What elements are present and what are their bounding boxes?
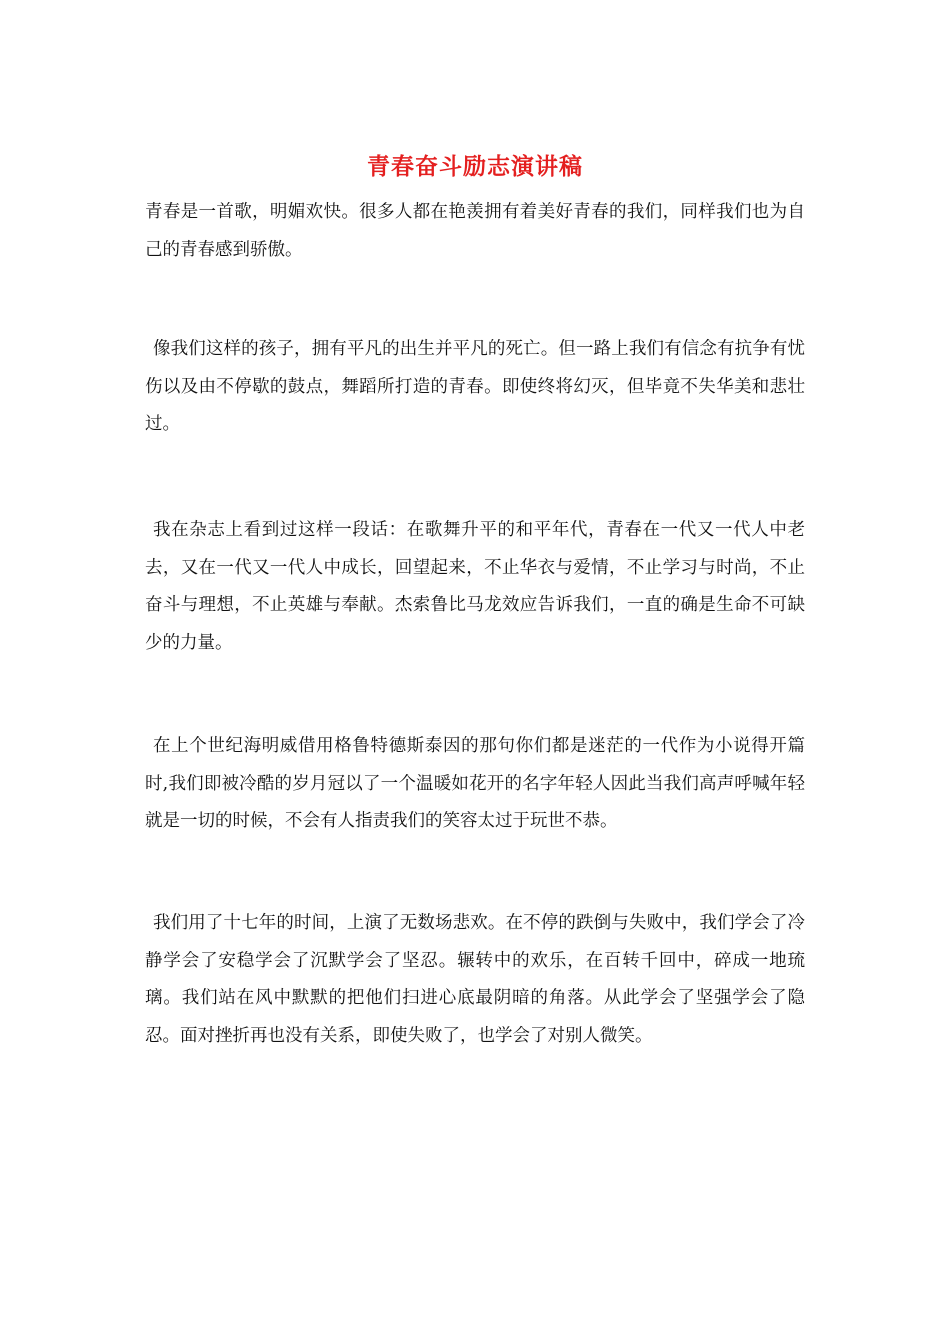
paragraph-3: 我在杂志上看到过这样一段话：在歌舞升平的和平年代，青春在一代又一代人中老去，又在一代又一代人中成长，回望起来，不止华衣与爱情，不止学习与时尚，不止奋斗与理想，不止英雄与奉献。杰索鲁比马龙效应告诉我们，一直的确是生命不可缺少的力量。 <box>145 520 805 653</box>
paragraph-4: 在上个世纪海明威借用格鲁特德斯泰因的那句你们都是迷茫的一代作为小说得开篇时,我们即被冷酷的岁月冠以了一个温暖如花开的名字年轻人因此当我们高声呼喊年轻就是一切的时候，不会有人指责我们的笑容太过于玩世不恭。 <box>145 736 805 831</box>
paragraph-1: 青春是一首歌，明媚欢快。很多人都在艳羡拥有着美好青春的我们，同样我们也为自己的青春感到骄傲。 <box>145 202 805 260</box>
paragraph-5: 我们用了十七年的时间，上演了无数场悲欢。在不停的跌倒与失败中，我们学会了冷静学会了安稳学会了沉默学会了坚忍。辗转中的欢乐，在百转千回中，碎成一地琉璃。我们站在风中默默的把他们扫进心底最阴暗的角落。从此学会了坚强学会了隐忍。面对挫折再也没有关系，即使失败了，也学会了对别人微笑。 <box>145 913 805 1046</box>
paragraph-2: 像我们这样的孩子，拥有平凡的出生并平凡的死亡。但一路上我们有信念有抗争有忧伤以及由不停歇的鼓点，舞蹈所打造的青春。即使终将幻灭，但毕竟不失华美和悲壮过。 <box>145 339 805 434</box>
document-title: 青春奋斗励志演讲稿 <box>367 153 583 180</box>
